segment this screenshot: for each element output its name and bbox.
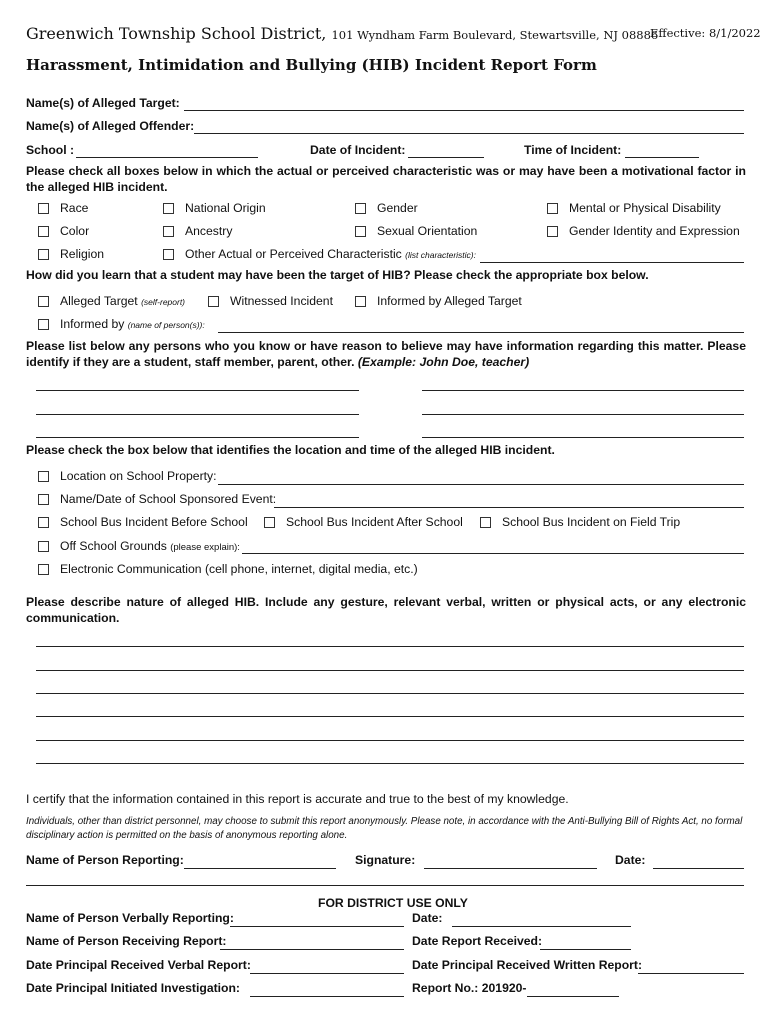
off-grounds-checkbox[interactable] [38, 541, 49, 552]
persons-instruction-text: Please list below any persons who you know or have reason to believe may have information regarding this matter. Please identify if they are a student, staff member, parent, other. [26, 339, 746, 369]
informed-by-field[interactable] [218, 332, 744, 333]
witnessed-checkbox[interactable] [208, 296, 219, 307]
alleged-offender-label: Name(s) of Alleged Offender: [26, 119, 195, 133]
principal-investigation-field[interactable] [250, 996, 404, 997]
off-grounds-field[interactable] [242, 553, 744, 554]
other-characteristic-text: Other Actual or Perceived Characteristic [185, 247, 402, 261]
learned-question: How did you learn that a student may have been the target of HIB? Please check the appropriate box below. [26, 268, 649, 282]
witnessed-label: Witnessed Incident [230, 294, 333, 308]
mental-physical-disability-checkbox[interactable] [547, 203, 558, 214]
self-report-note: (self-report) [141, 297, 186, 307]
other-characteristic-checkbox[interactable] [163, 249, 174, 260]
gender-checkbox[interactable] [355, 203, 366, 214]
school-property-label: Location on School Property: [60, 469, 217, 483]
gender-identity-label: Gender Identity and Expression [569, 224, 740, 238]
date-received-label: Date Report Received: [412, 934, 543, 948]
gender-identity-checkbox[interactable] [547, 226, 558, 237]
self-report-text: Alleged Target [60, 294, 138, 308]
signature-field[interactable] [424, 868, 597, 869]
report-no-label: Report No.: 201920- [412, 981, 527, 995]
characteristics-instruction: Please check all boxes below in which the actual or perceived characteristic was or may have been a motivational factor in the alleged HIB incident. [26, 164, 746, 194]
principal-investigation-label: Date Principal Initiated Investigation: [26, 981, 240, 995]
form-title: Harassment, Intimidation and Bullying (HIB) Incident Report Form [26, 56, 597, 74]
race-checkbox[interactable] [38, 203, 49, 214]
report-no-field[interactable] [527, 996, 619, 997]
time-of-incident-field[interactable] [625, 157, 699, 158]
bus-after-label: School Bus Incident After School [286, 515, 463, 529]
district-date-label: Date: [412, 911, 443, 925]
district-use-heading: FOR DISTRICT USE ONLY [318, 896, 468, 910]
name-reporting-field[interactable] [184, 868, 336, 869]
mental-physical-disability-label: Mental or Physical Disability [569, 201, 721, 215]
persons-example: (Example: John Doe, teacher) [357, 355, 530, 369]
principal-written-field[interactable] [638, 973, 744, 974]
person-line-2-left[interactable] [36, 414, 359, 415]
self-report-checkbox[interactable] [38, 296, 49, 307]
bus-field-trip-label: School Bus Incident on Field Trip [502, 515, 681, 529]
sexual-orientation-checkbox[interactable] [355, 226, 366, 237]
signature-label: Signature: [355, 853, 416, 867]
informed-by-checkbox[interactable] [38, 319, 49, 330]
off-grounds-text: Off School Grounds [60, 539, 167, 553]
school-property-checkbox[interactable] [38, 471, 49, 482]
date-received-field[interactable] [540, 949, 631, 950]
national-origin-label: National Origin [185, 201, 266, 215]
receiving-report-field[interactable] [220, 949, 404, 950]
date-of-incident-label: Date of Incident: [310, 143, 406, 157]
sponsored-event-field[interactable] [274, 507, 744, 508]
person-line-2-right[interactable] [422, 414, 744, 415]
color-checkbox[interactable] [38, 226, 49, 237]
describe-instruction: Please describe nature of alleged HIB. Include any gesture, relevant verbal, written or physical acts, or any electronic communication. [26, 595, 746, 625]
electronic-label: Electronic Communication (cell phone, internet, digital media, etc.) [60, 562, 418, 576]
describe-line-3[interactable] [36, 693, 744, 694]
describe-line-4[interactable] [36, 716, 744, 717]
school-property-field[interactable] [218, 484, 744, 485]
informed-by-label [60, 317, 205, 331]
informed-by-note: (name of person(s)): [127, 320, 205, 330]
verbally-reporting-label: Name of Person Verbally Reporting: [26, 911, 234, 925]
alleged-target-label: Name(s) of Alleged Target: [26, 96, 180, 110]
date-reporting-field[interactable] [653, 868, 744, 869]
other-characteristic-label [185, 247, 476, 261]
district-address: 101 Wyndham Farm Boulevard, Stewartsville, NJ 08886 [331, 28, 659, 42]
sexual-orientation-label: Sexual Orientation [377, 224, 478, 238]
off-grounds-note: (please explain): [170, 542, 240, 553]
color-label: Color [60, 224, 90, 238]
principal-written-label: Date Principal Received Written Report: [412, 958, 643, 972]
time-of-incident-label: Time of Incident: [524, 143, 622, 157]
other-characteristic-note: (list characteristic): [405, 250, 476, 260]
persons-instruction [26, 338, 746, 370]
date-reporting-label: Date: [615, 853, 646, 867]
principal-verbal-field[interactable] [250, 973, 404, 974]
electronic-checkbox[interactable] [38, 564, 49, 575]
district-name: Greenwich Township School District, [26, 24, 327, 43]
bus-before-checkbox[interactable] [38, 517, 49, 528]
national-origin-checkbox[interactable] [163, 203, 174, 214]
school-label: School : [26, 143, 75, 157]
ancestry-label: Ancestry [185, 224, 233, 238]
date-of-incident-field[interactable] [408, 157, 484, 158]
anonymous-note: Individuals, other than district personnel, may choose to submit this report anonymously. Please note, in accordance with the Anti-Bullying Bill of Rights Act, no formal disciplinary action is permitted on the basis of anonymous reporting alone. [26, 816, 743, 841]
informed-target-label: Informed by Alleged Target [377, 294, 522, 308]
off-grounds-label [60, 539, 240, 553]
self-report-label [60, 294, 185, 308]
describe-line-5[interactable] [36, 740, 744, 741]
certify-statement: I certify that the information contained in this report is accurate and true to the best of my knowledge. [26, 792, 569, 806]
effective-date: Effective: 8/1/2022 [650, 26, 761, 40]
person-line-1-left[interactable] [36, 390, 359, 391]
principal-verbal-label: Date Principal Received Verbal Report: [26, 958, 251, 972]
gender-label: Gender [377, 201, 418, 215]
person-line-1-right[interactable] [422, 390, 744, 391]
verbally-reporting-field[interactable] [230, 926, 404, 927]
informed-by-text: Informed by [60, 317, 125, 331]
person-line-3-right[interactable] [422, 437, 744, 438]
bus-field-trip-checkbox[interactable] [480, 517, 491, 528]
section-divider [26, 885, 744, 886]
district-header [26, 24, 658, 43]
district-date-field[interactable] [452, 926, 631, 927]
person-line-3-left[interactable] [36, 437, 359, 438]
describe-line-2[interactable] [36, 670, 744, 671]
alleged-offender-field[interactable] [194, 133, 744, 134]
receiving-report-label: Name of Person Receiving Report: [26, 934, 227, 948]
informed-target-checkbox[interactable] [355, 296, 366, 307]
sponsored-event-checkbox[interactable] [38, 494, 49, 505]
name-reporting-label: Name of Person Reporting: [26, 853, 184, 867]
religion-label: Religion [60, 247, 105, 261]
other-characteristic-field[interactable] [480, 262, 744, 263]
religion-checkbox[interactable] [38, 249, 49, 260]
sponsored-event-label: Name/Date of School Sponsored Event: [60, 492, 277, 506]
school-field[interactable] [76, 157, 258, 158]
race-label: Race [60, 201, 89, 215]
ancestry-checkbox[interactable] [163, 226, 174, 237]
describe-line-1[interactable] [36, 646, 744, 647]
alleged-target-field[interactable] [184, 110, 744, 111]
location-instruction: Please check the box below that identifies the location and time of the alleged HIB incident. [26, 443, 555, 457]
describe-line-6[interactable] [36, 763, 744, 764]
bus-before-label: School Bus Incident Before School [60, 515, 248, 529]
bus-after-checkbox[interactable] [264, 517, 275, 528]
